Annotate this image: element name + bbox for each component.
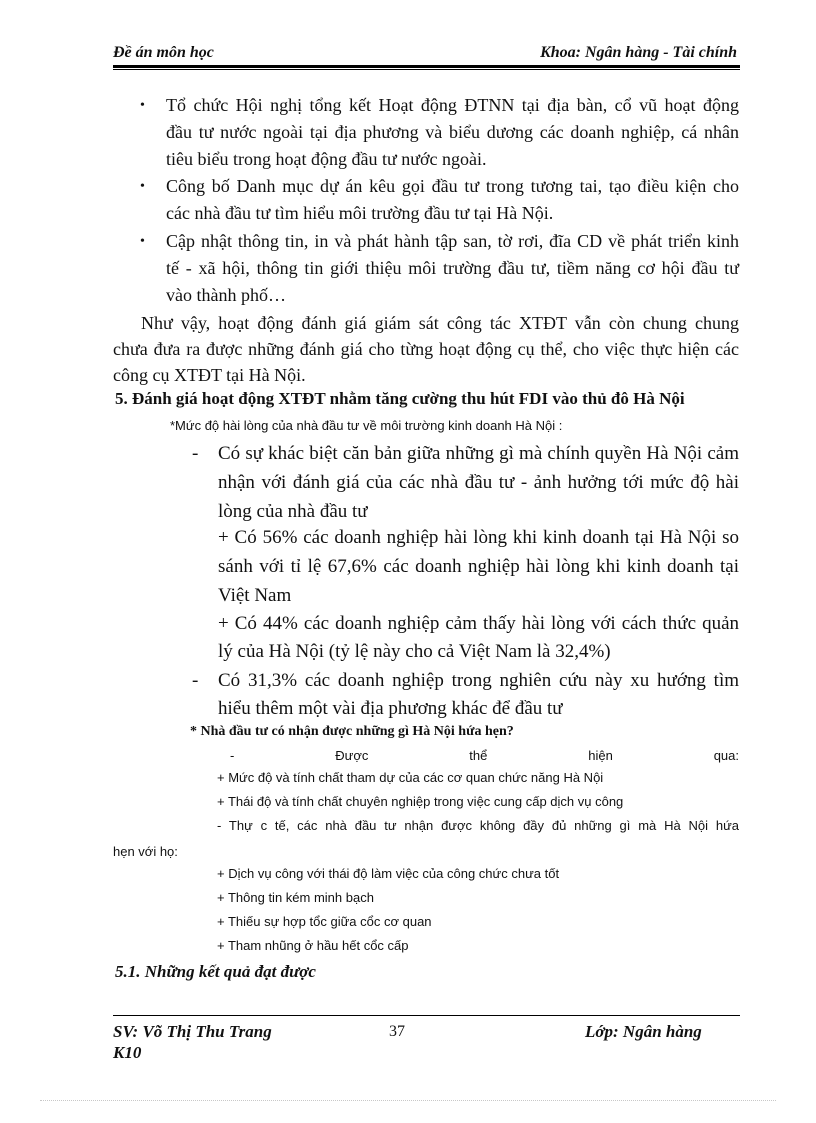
promise-line-7: + Thiếu sự hợp tổc giữa cổc cơ quan [217, 914, 432, 929]
satisfaction-line-2: nhận với đánh giá của các nhà đầu tư - ảnh hưởng tới mức độ hài [218, 472, 739, 493]
promise-row-word: qua: [713, 748, 739, 763]
bullet-1-line-1: Tổ chức Hội nghị tổng kết Hoạt động ĐTNN tại địa bàn, cổ vũ hoạt động [166, 95, 739, 115]
satisfaction-line-4: + Có 56% các doanh nghiệp hài lòng khi kinh doanh tại Hà Nội so [218, 527, 739, 548]
header-left: Đề án môn học [113, 44, 214, 61]
satisfaction-heading: *Mức độ hài lòng của nhà đầu tư về môi trường kinh doanh Hà Nội : [170, 418, 563, 433]
header-rule [113, 65, 740, 68]
promise-row-word: hiện [588, 748, 613, 763]
bullet-2-line-1: Công bố Danh mục dự án kêu gọi đầu tư trong tương tai, tạo điều kiện cho [166, 176, 739, 196]
promise-row-word: - [230, 748, 235, 763]
header-rule-thin [113, 69, 740, 70]
promise-line-3: - Thự c tế, các nhà đầu tư nhận được không đầy đủ những gì mà Hà Nội hứa [217, 818, 739, 833]
promise-line-8: + Tham nhũng ở hầu hết cổc cấp [217, 938, 409, 953]
bullet-marker: • [140, 179, 145, 194]
satisfaction-line-6: Việt Nam [218, 585, 292, 606]
bullet-2-line-2: các nhà đầu tư tìm hiểu môi trường đầu tư tại Hà Nội. [166, 203, 554, 223]
dash-marker: - [192, 670, 199, 691]
paragraph-line-1: Như vậy, hoạt động đánh giá giám sát công tác XTĐT vẫn còn chung chung [141, 313, 739, 333]
bullet-1-line-2: đầu tư nước ngoài tại địa phương và biểu dương các doanh nghiệp, cá nhân [166, 122, 739, 142]
satisfaction-line-8: lý của Hà Nội (tỷ lệ này cho cả Việt Nam là 32,4%) [218, 641, 611, 662]
promise-line-6: + Thông tin kém minh bạch [217, 890, 374, 905]
promise-heading: * Nhà đầu tư có nhận được những gì Hà Nội hứa hẹn? [190, 724, 514, 739]
dash-marker: - [192, 443, 199, 464]
promise-row-word: Được [335, 748, 369, 763]
satisfaction-line-1: Có sự khác biệt căn bản giữa những gì mà chính quyền Hà Nội cảm [218, 443, 739, 464]
satisfaction-line-3: lòng của nhà đầu tư [218, 501, 368, 522]
bullet-3-line-1: Cập nhật thông tin, in và phát hành tập san, tờ rơi, đĩa CD về phát triển kinh [166, 231, 739, 251]
bullet-marker: • [140, 234, 145, 249]
promise-line-1: + Mức độ và tính chất tham dự của các cơ quan chức năng Hà Nội [217, 770, 604, 785]
subsection-title: 5.1. Những kết quả đạt được [115, 962, 316, 981]
paragraph-line-2: chưa đưa ra được những đánh giá cho từng hoạt động cụ thể, cho việc thực hiện các [113, 339, 739, 359]
promise-line-4: hẹn với họ: [113, 844, 178, 859]
paragraph-line-3: công cụ XTĐT tại Hà Nội. [113, 365, 306, 385]
satisfaction-line-5: sánh với tỉ lệ 67,6% các doanh nghiệp hài lòng khi kinh doanh tại [218, 556, 739, 577]
bullet-3-line-2: tế - xã hội, thông tin giới thiệu môi trường đầu tư, tiềm năng cơ hội đầu tư [166, 258, 739, 278]
footer-student: SV: Võ Thị Thu Trang [113, 1022, 272, 1041]
footer-class: Lớp: Ngân hàng [585, 1022, 702, 1041]
satisfaction-line-7: + Có 44% các doanh nghiệp cảm thấy hài lòng với cách thức quản [218, 613, 739, 634]
satisfaction-line-9: Có 31,3% các doanh nghiệp trong nghiên cứu này xu hướng tìm [218, 670, 739, 691]
promise-row [230, 748, 739, 763]
page-number: 37 [389, 1023, 405, 1040]
section-5-title: 5. Đánh giá hoạt động XTĐT nhằm tăng cường thu hút FDI vào thủ đô Hà Nội [115, 389, 685, 408]
footer-rule [113, 1015, 740, 1016]
promise-line-2: + Thái độ và tính chất chuyên nghiệp trong việc cung cấp dịch vụ công [217, 794, 624, 809]
bullet-marker: • [140, 98, 145, 113]
page-edge-dots [40, 1100, 776, 1101]
promise-row-word: thể [469, 748, 488, 763]
bullet-3-line-3: vào thành phố… [166, 285, 286, 305]
promise-line-5: + Dịch vụ công với thái độ làm việc của công chức chưa tốt [217, 866, 560, 881]
satisfaction-line-10: hiểu thêm một vài địa phương khác để đầu tư [218, 698, 563, 719]
header-right: Khoa: Ngân hàng - Tài chính [540, 44, 737, 61]
footer-student-line-2: K10 [113, 1043, 142, 1062]
bullet-1-line-3: tiêu biểu trong hoạt động đầu tư nước ngoài. [166, 149, 487, 169]
